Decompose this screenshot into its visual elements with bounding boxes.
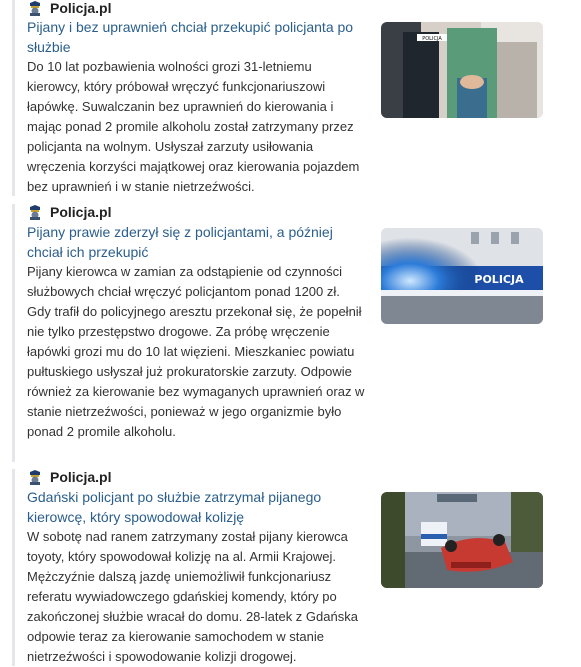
source-name: Policja.pl xyxy=(50,469,112,485)
police-badge-icon xyxy=(27,469,43,485)
article-summary: Pijany kierowca w zamian za odstąpienie od czynności służbowych chciał wręczyć policjantom ponad 1200 zł. Gdy trafił do policyjnego aresztu przekonał się, że popełnił nie tylko przestępstwo drogowe. Za próbę wręczenie łapówki grozi mu do 10 lat więzieni. Mieszkaniec powiatu pułtuskiego usłyszał już prokuratorskie zarzuty. Odpowie również za kierowanie bez wymaganych uprawnień oraz w stanie nietrzeźwości, ponieważ w jego organizmie było ponad 2 promile alkoholu. xyxy=(27,264,365,439)
news-item xyxy=(12,469,557,666)
source xyxy=(27,204,111,220)
police-armband-label: POLICJA xyxy=(422,36,442,42)
article-thumbnail[interactable] xyxy=(381,228,543,324)
source-name: Policja.pl xyxy=(50,0,112,16)
article-thumbnail[interactable] xyxy=(381,22,543,118)
source-name: Policja.pl xyxy=(50,204,112,220)
police-car-label: POLICJA xyxy=(474,273,524,286)
article-title-link[interactable]: Gdański policjant po służbie zatrzymał pijanego kierowcę, który spowodował kolizję xyxy=(27,489,322,525)
police-badge-icon xyxy=(27,204,43,220)
source xyxy=(27,469,111,485)
news-item xyxy=(12,0,557,196)
article-thumbnail[interactable] xyxy=(381,492,543,588)
article-title-link[interactable]: Pijany prawie zderzył się z policjantami, a później chciał ich przekupić xyxy=(27,224,333,260)
article-summary: Do 10 lat pozbawienia wolności grozi 31-letniemu kierowcy, który próbował wręczyć funkcjonariuszowi łapówkę. Suwalczanin bez uprawnień do kierowania i mając ponad 2 promile alkoholu został zatrzymany przez policjanta na wolnym. Usłyszał zarzuty usiłowania wręczenia korzyści majątkowej oraz kierowania pojazdem bez uprawnień i w stanie nietrzeźwości. xyxy=(27,59,360,194)
police-badge-icon xyxy=(27,0,43,16)
article-title-link[interactable]: Pijany i bez uprawnień chciał przekupić policjanta po służbie xyxy=(27,19,354,55)
article-summary: W sobotę nad ranem zatrzymany został pijany kierowca toyoty, który spowodował kolizję na al. Armii Krajowej. Mężczyźnie dalszą jazdę uniemożliwił funkcjonariusz referatu wywiadowczego gdańskiej komendy, który po zakończonej służbie wracał do domu. 28-latek z Gdańska odpowie teraz za kierowanie samochodem w stanie nietrzeźwości i spowodowanie kolizji drogowej. xyxy=(27,529,358,664)
source xyxy=(27,0,111,16)
news-item xyxy=(12,204,557,462)
